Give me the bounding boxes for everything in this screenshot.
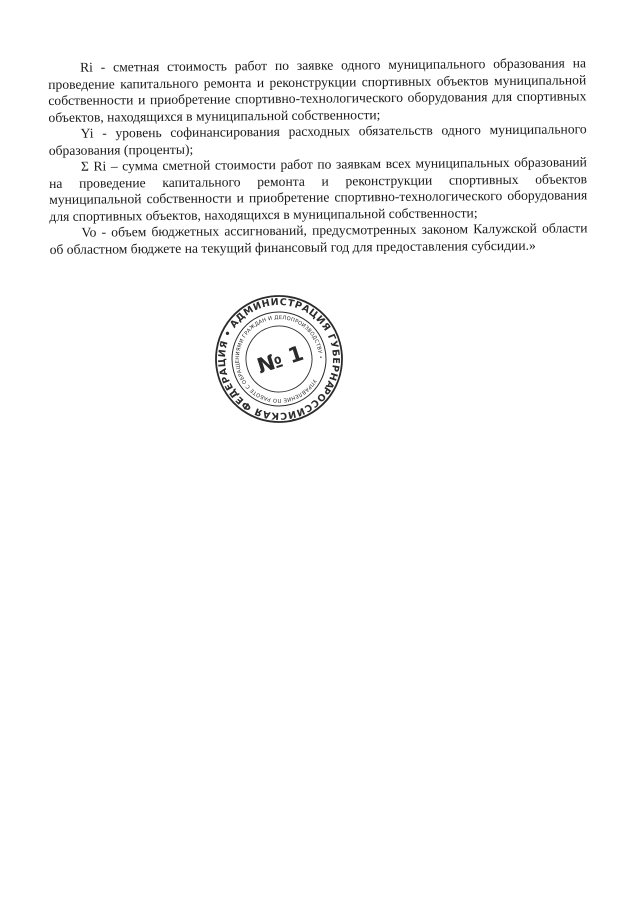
document-body	[48, 55, 588, 258]
paragraph-vo-definition: Vo - объем бюджетных ассигнований, предусмотренных законом Калужской области об областном бюджете на текущий финансовый год для предоставления субсидии.»	[49, 220, 588, 257]
seal-outer-text: РОССИЙСКАЯ ФЕДЕРАЦИЯ • АДМИНИСТРАЦИЯ ГУБЕРНАТОРА	[216, 296, 342, 422]
paragraph-ri-definition: Ri - сметная стоимость работ по заявке одного муниципального образования на проведение капитального ремонта и реконструкции спортивных объектов муниципальной собственности и приобретение спортивно-технологического оборудования для спортивных объектов, находящихся в муниципальной собственности;	[48, 55, 587, 125]
official-seal	[214, 294, 344, 424]
paragraph-yi-definition: Yi - уровень софинансирования расходных обязательств одного муниципального образования (проценты);	[48, 121, 587, 158]
paragraph-sum-ri-definition: Σ Ri – сумма сметной стоимости работ по заявкам всех муниципальных образований на проведение капитального ремонта и реконструкции спортивных объектов муниципальной собственности и приобретение спортивно-технологического оборудования для спортивных объектов, находящихся в муниципальной собственности;	[49, 154, 588, 224]
seal-inner-text: УПРАВЛЕНИЕ ПО РАБОТЕ С ОБРАЩЕНИЯМИ ГРАЖДАН И ДЕЛОПРОИЗВОДСТВУ •	[234, 314, 324, 404]
seal-number: № 1	[254, 340, 307, 379]
seal-icon	[214, 294, 344, 424]
